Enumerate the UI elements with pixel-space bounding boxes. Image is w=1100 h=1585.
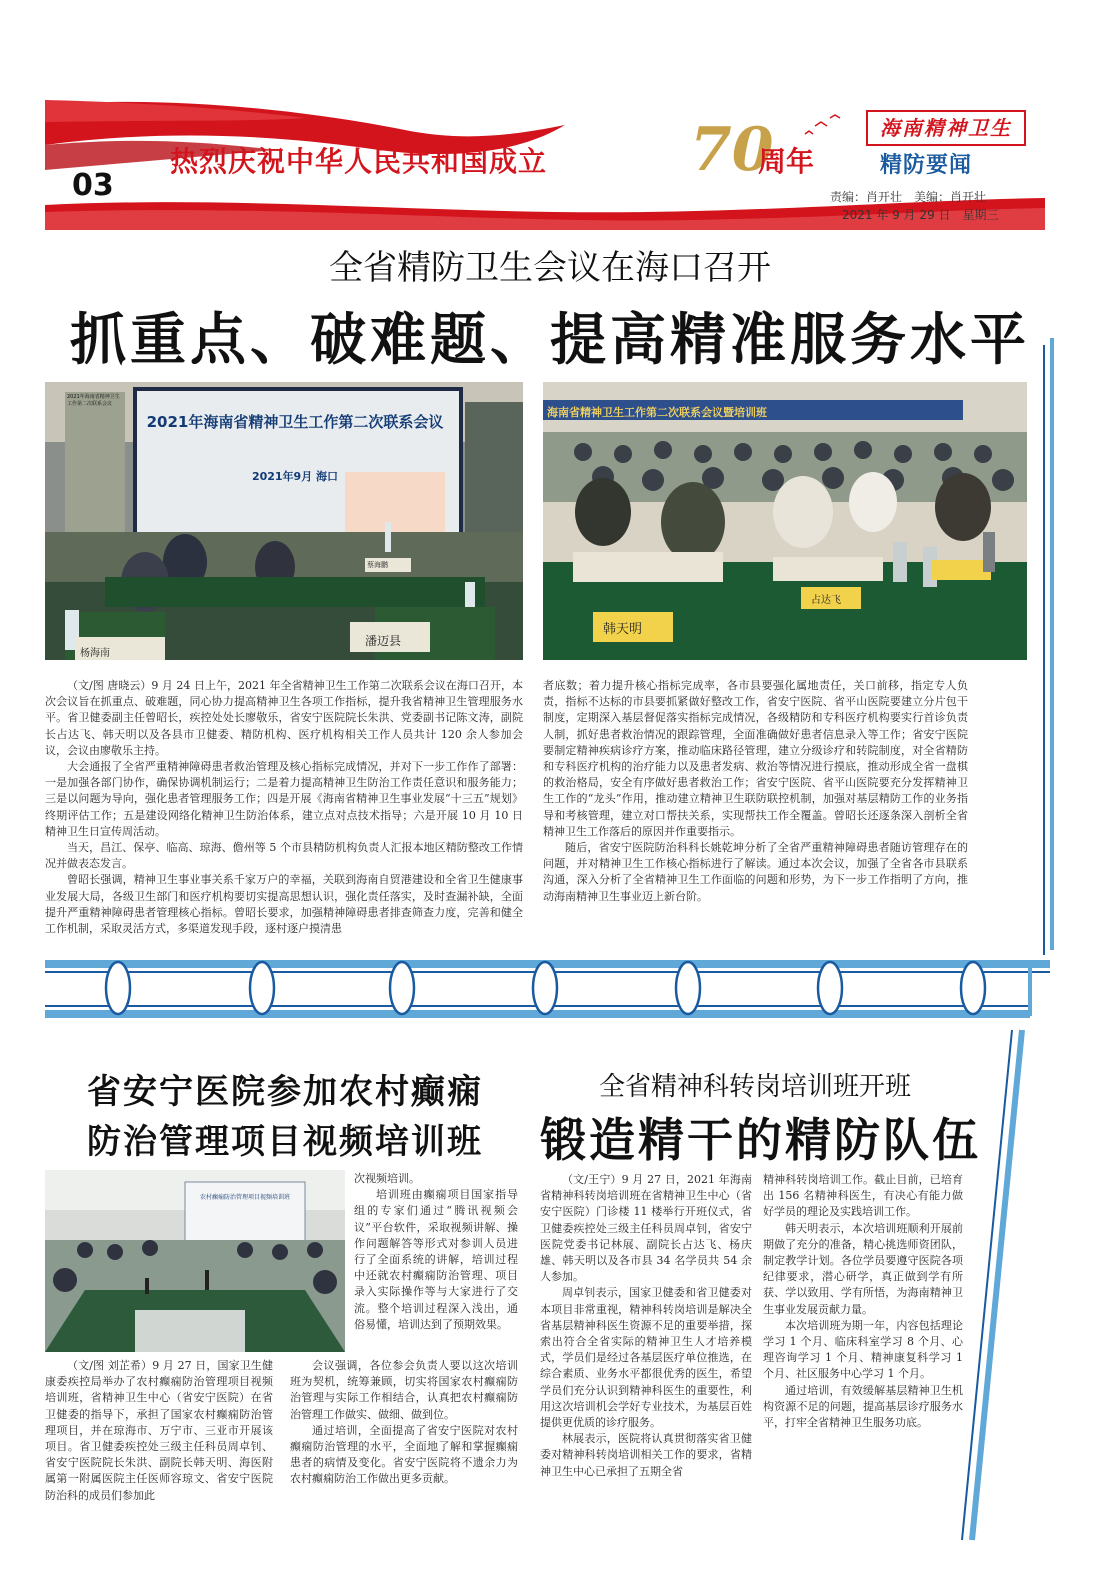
article1-paragraph: 曾昭长强调，精神卫生事业事关系千家万户的幸福，关联到海南自贸港建设和全省卫生健康事业发展大局，各级卫生部门和医疗机构要切实提高思想认识，强化责任落实，及时查漏补缺，全面提升严重精神障碍患者管理核心指标。曾昭长要求，加强精神障碍患者排查筛查力度，完善和健全工作机制，采取灵活方式，多渠道发现手段，逐村逐户摸清患 — [45, 873, 523, 936]
article3-column-right — [763, 1172, 963, 1472]
article1-column-right — [543, 678, 968, 940]
audience-nameplate-1: 韩天明 — [603, 622, 643, 637]
stage-screen-title: 2021年海南省精神卫生工作第二次联系会议 — [146, 413, 444, 431]
article1-column-left — [45, 678, 523, 955]
article2-column-right — [290, 1358, 518, 1548]
article3-paragraph: 林展表示，医院将认真贯彻落实省卫健委对精神科转岗培训相关工作的要求，省精神卫生中心已承担了五期全省 — [540, 1432, 752, 1478]
article3-paragraph: 精神科转岗培训工作。截止目前，已培育出 156 名精神科医生，有决心有能力做好学员的理论及实践培训工作。 — [763, 1173, 963, 1219]
nameplate-1: 杨海南 — [80, 648, 110, 659]
article2-paragraph: 次视频培训。 — [354, 1172, 420, 1185]
article1-photo-audience — [543, 382, 1027, 660]
training-screen-title: 农村癫痫防治管理项目视频培训班 — [199, 1194, 290, 1201]
banner-anniversary-number: 70 — [690, 115, 774, 185]
article1-headline: 抓重点、破难题、提高精准服务水平 — [70, 308, 1030, 373]
audience-banner: 海南省精神卫生工作第二次联系会议暨培训班 — [547, 406, 767, 419]
article3-paragraph: 本次培训班为期一年，内容包括理论学习 1 个月、临床科室学习 8 个月、心理咨询学习 1 个月、精神康复科学习 1 个月、社区服务中心学习 1 个月。 — [763, 1318, 963, 1381]
stage-side-screen: 2021年海南省精神卫生工作第二次联系会议 — [67, 394, 120, 407]
section-title: 精防要闻 — [880, 153, 973, 178]
editors-credit: 责编：肖开壮 美编：肖开壮 — [830, 190, 987, 204]
article3-paragraph: 周卓钊表示，国家卫健委和省卫健委对本项目非常重视，精神科转岗培训是解决全省基层精神科医生资源不足的重要举措，探索出符合全省实际的精神卫生人才培养模式，学员们是经过各基层医疗单位推选，在综合素质、业务水平都很优秀的医生，希望学员们充分认识到精神科医生的重要性，利用这次培训机会学好专业技术，为基层百姓提供更优质的诊疗服务。 — [540, 1286, 752, 1430]
audience-nameplate-2: 占达飞 — [811, 595, 841, 606]
page-number: 03 — [72, 168, 114, 203]
masthead-brand: 海南精神卫生 — [866, 110, 1026, 146]
article2-column-left — [45, 1358, 273, 1548]
article1-paragraph: 当天，昌江、保亭、临高、琼海、儋州等 5 个市县精防机构负责人汇报本地区精防整改工作情况并做表态发言。 — [45, 841, 523, 871]
article2-column-beside-photo — [354, 1171, 518, 1356]
article2-paragraph: 会议强调，各位参会负责人要以这次培训班为契机，统筹兼顾，切实将国家农村癫痫防治管理与实际工作相结合，认真把农村癫痫防治管理工作做实、做细、做到位。 — [290, 1359, 518, 1421]
article2-headline-line2: 防治管理项目视频培训班 — [87, 1122, 483, 1162]
nameplate-3: 蔡海鹏 — [367, 561, 388, 569]
article1-photo-meeting-stage — [45, 382, 523, 660]
article3-paragraph: （文/王宁）9 月 27 日，2021 年海南省精神科转岗培训班在省精神卫生中心（省安宁医院）门诊楼 11 楼举行开班仪式，省卫健委疾控处三级主任科员周卓钊，省安宁医院党委书记林展、副院长占达飞、杨庆雄、韩天明以及各市县 34 名学员共 54 余人参加。 — [540, 1173, 752, 1284]
article1-kicker: 全省精防卫生会议在海口召开 — [329, 248, 771, 288]
issue-date: 2021 年 9 月 29 日 星期三 — [842, 208, 999, 222]
nameplate-2: 潘迈县 — [365, 634, 402, 648]
article3-kicker: 全省精神科转岗培训班开班 — [598, 1072, 911, 1102]
article2-paragraph: （文/图 刘芷希）9 月 27 日，国家卫生健康委疾控局举办了农村癫痫防治管理项目视频培训班，省精神卫生中心（省安宁医院）在省卫健委的指导下，承担了国家农村癫痫防治管理项目，并在琼海市、万宁市、三亚市开展该项目。省卫健委疾控处三级主任科员周卓钊、省安宁医院院长朱洪、副院长韩天明、海医附属第一附属医院主任医师容琼文、省安宁医院防治科的成员们参加此 — [45, 1359, 273, 1502]
article1-paragraph: （文/图 唐晓云）9 月 24 日上午，2021 年全省精神卫生工作第二次联系会议在海口召开，本次会议旨在抓重点、破难题，同心协力提高精神卫生各项工作指标，提升我省精神卫生管理服务水平。省卫健委副主任曾昭长，疾控处处长廖敬乐，省安宁医院院长朱洪、党委副书记陈文涛，副院长占达飞、韩天明以及各县市卫健委、精防机构、医疗机构相关工作人员共计 120 余人参加会议，会议由廖敬乐主持。 — [45, 679, 523, 757]
article2-paragraph: 通过培训，全面提高了省安宁医院对农村癫痫防治管理的水平，全面地了解和掌握癫痫患者的病情及变化。省安宁医院将不遗余力为农村癫痫防治工作做出更多贡献。 — [290, 1423, 518, 1486]
banner-title: 热烈庆祝中华人民共和国成立 — [170, 145, 548, 178]
stage-screen-date: 2021年9月 海口 — [251, 470, 339, 483]
article3-paragraph: 韩天明表示，本次培训班顺利开展前期做了充分的准备，精心挑选师资团队，制定教学计划。各位学员要遵守医院各项纪律要求，潜心研学，真正做到学有所获、学以致用、学有所悟，为海南精神卫生事业发展贡献力量。 — [763, 1221, 963, 1316]
article2-headline-line1: 省安宁医院参加农村癫痫 — [87, 1072, 483, 1112]
article3-paragraph: 通过培训，有效缓解基层精神卫生机构资源不足的问题，提高基层诊疗服务水平，打牢全省精神卫生服务功底。 — [763, 1383, 963, 1430]
article3-headline: 锻造精干的精防队伍 — [540, 1113, 981, 1167]
article1-paragraph: 随后，省安宁医院防治科科长姚乾坤分析了全省严重精神障碍患者随访管理存在的问题，并对精神卫生工作核心指标进行了解读。通过本次会议，加强了全省各市县联系沟通，深入分析了全省精神卫生工作面临的问题和形势，为下一步工作指明了方向，推动海南精神卫生事业迈上新台阶。 — [543, 841, 968, 903]
article2-photo-training-room — [45, 1170, 345, 1352]
article1-paragraph: 者底数；着力提升核心指标完成率，各市县要强化属地责任，关口前移，指定专人负责，指标不达标的市县要抓紧做好整改工作，省安宁医院、省平山医院要建立分片包干制度，定期深入基层督促落实指标完成情况，各级精防和专科医疗机构要实行首诊负责人制，抓好患者救治情况的跟踪管理，全面准确做好患者信息录入等工作；省安宁医院要制定精神疾病诊疗方案，推动临床路径管理，建立分级诊疗和转院制度，对全省精防和专科医疗机构的治疗能力以及患者发病、救治等情况进行摸底，推动形成全省一盘棋的救治格局，安全有序做好患者救治工作；省安宁医院、省平山医院要充分发挥精神卫生工作的“龙头”作用，推动建立精神卫生联防联控机制，加强对基层精防工作的业务指导和考核管理，建立对口帮扶关系，实现帮扶工作全覆盖。曾昭长还逐条深入剖析全省精神卫生工作落后的原因并作重要指示。 — [543, 679, 968, 838]
article2-paragraph: 培训班由癫痫项目国家指导组的专家们通过“腾讯视频会议”平台软件，采取视频讲解、操作问题解答等形式对参训人员进行了全面系统的讲解，培训过程中还就农村癫痫防治管理、项目录入实际操作等与大家进行了交流。整个培训过程深入浅出，通俗易懂，培训达到了预期效果。 — [354, 1188, 518, 1331]
article3-column-left — [540, 1172, 752, 1544]
article1-paragraph: 大会通报了全省严重精神障碍患者救治管理及核心指标完成情况，并对下一步工作作了部署：一是加强各部门协作，确保协调机制运行；二是着力提高精神卫生防治工作责任意识和服务能力；三是以问题为导向，强化患者管理服务工作；四是开展《海南省精神卫生事业发展“十三五”规划》终期评估工作；五是建设网络化精神卫生防治体系，建立点对点技术指导；六是开展 10 月 10 日精神卫生日宣传周活动。 — [45, 760, 523, 838]
banner-title-suffix: 周年 — [758, 145, 815, 178]
